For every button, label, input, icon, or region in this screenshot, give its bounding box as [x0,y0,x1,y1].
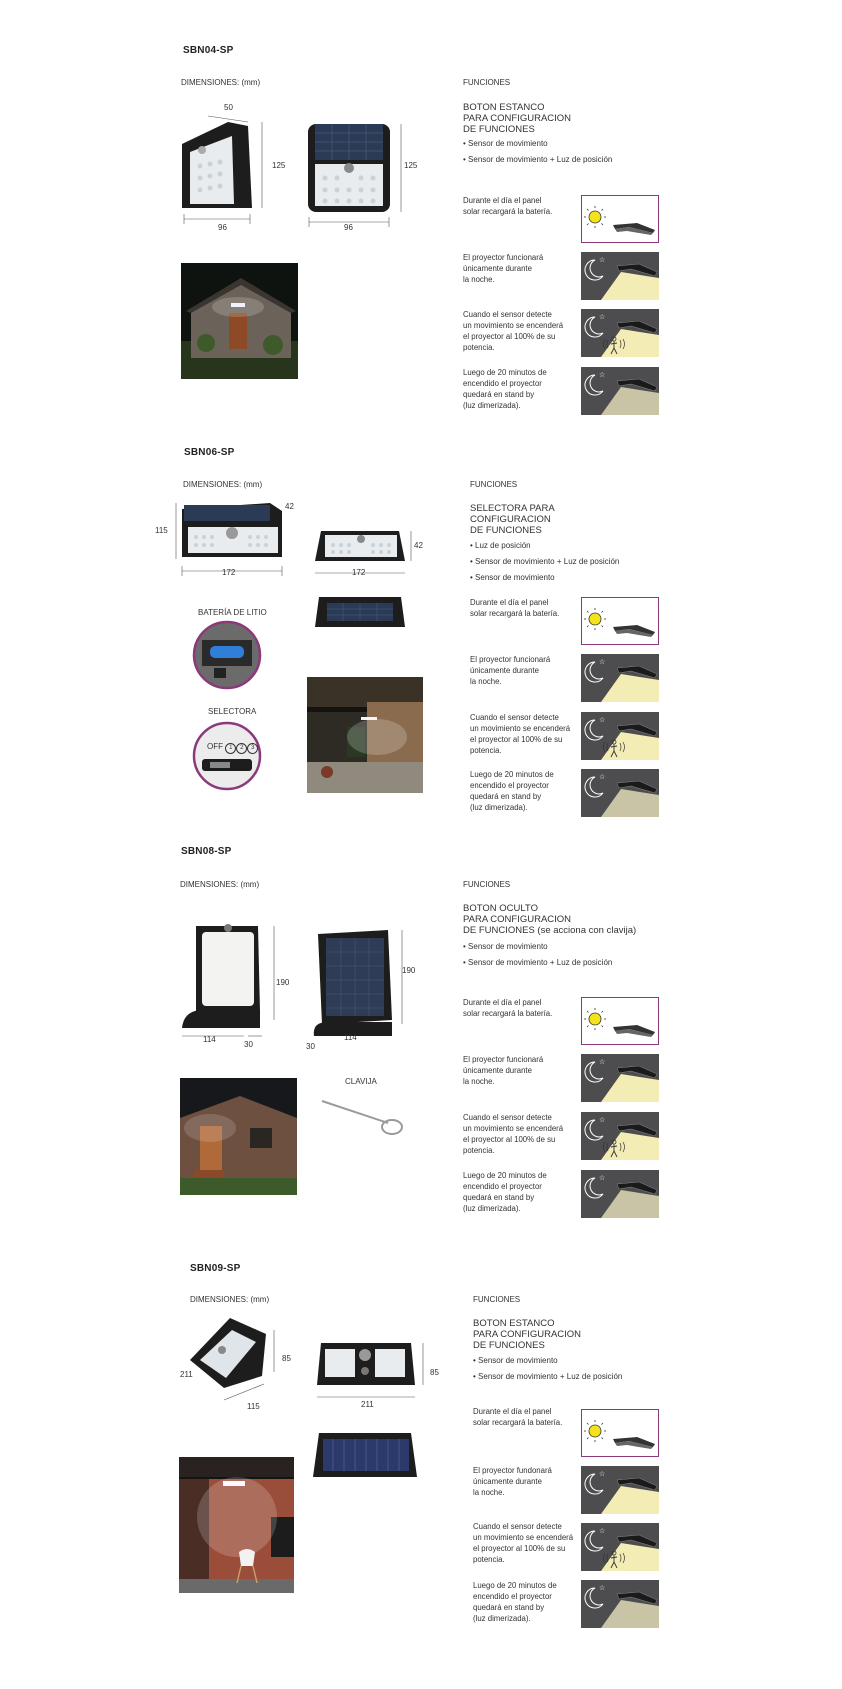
function-desc-motion: Cuando el sensor detecte un movimiento se encenderá el proyector al 100% de su potencia. [473,1522,574,1564]
product-drawing-back [308,924,408,1044]
product-drawing-back [313,595,407,631]
dimension-length: 211 [180,1370,193,1379]
dimension-width: 96 [218,223,227,232]
product-drawing-back [311,1429,421,1481]
dimension-depth: 42 [285,502,294,511]
dimension-width: 172 [352,568,366,577]
model-title: SBN04-SP [183,45,234,56]
function-desc-standby: Luego de 20 minutos de encendido el proyector quedará en stand by (luz dimerizada). [470,770,554,812]
pin-image [318,1095,408,1140]
product-drawing-front [311,1341,431,1406]
battery-detail-image [192,620,262,690]
dimension-height: 85 [282,1354,291,1363]
config-title: SELECTORA PARA CONFIGURACION DE FUNCIONES [470,503,555,536]
function-desc-standby: Luego de 20 minutos de encendido el proyector quedará en stand by (luz dimerizada). [463,368,547,410]
function-desc-day: Durante el día el panel solar recargará la batería. [470,598,560,618]
functions-label: FUNCIONES [473,1295,521,1304]
product-drawing-side [178,104,278,234]
sun-icon [581,597,659,645]
dim-icon [581,1580,659,1628]
dimension-width: 172 [222,568,236,577]
function-desc-night: El proyector fundonará únicamente durante la noche. [473,1466,552,1497]
dimension-height: 125 [404,161,418,170]
selector-detail-image [192,721,262,791]
moon-icon [581,252,659,300]
sun-icon [581,1409,659,1457]
dimension-depth: 42 [414,541,423,550]
selector-switch: OFF 1 2 3 [207,742,258,754]
product-drawing-front [313,527,423,587]
dimension-height: 190 [276,978,290,987]
function-bullet: • Sensor de movimiento + Luz de posición [463,958,613,967]
dimension-width: 96 [344,223,353,232]
product-photo [179,1457,294,1593]
function-bullet: • Sensor de movimiento [463,942,548,951]
motion-icon [581,1112,659,1160]
dimension-depth: 50 [224,103,233,112]
dimension-width: 115 [247,1402,260,1411]
function-bullet: • Sensor de movimiento [473,1356,558,1365]
battery-label: BATERÍA DE LITIO [198,608,267,617]
dim-icon [581,367,659,415]
sun-icon [581,195,659,243]
dimensions-label: DIMENSIONES: (mm) [183,480,263,489]
product-photo [181,263,298,379]
dimension-height: 125 [272,161,286,170]
function-desc-night: El proyector funcionará únicamente durante la noche. [470,655,551,686]
selector-label: SELECTORA [208,707,257,716]
dimension-height: 190 [402,966,416,975]
dimension-depth: 30 [244,1040,253,1049]
dim-icon [581,1170,659,1218]
functions-label: FUNCIONES [470,480,518,489]
motion-icon [581,1523,659,1571]
dimensions-label: DIMENSIONES: (mm) [180,880,260,889]
motion-icon [581,712,659,760]
dimension-width: 114 [203,1035,216,1044]
function-desc-night: El proyector funcionará únicamente durante la noche. [463,1055,544,1086]
dimension-width: 114 [344,1033,357,1042]
function-desc-standby: Luego de 20 minutos de encendido el proyector quedará en stand by (luz dimerizada). [463,1171,547,1213]
config-title: BOTON ESTANCO PARA CONFIGURACION DE FUNCIONES [473,1318,582,1351]
product-drawing-front [178,920,288,1045]
product-drawing-side [186,1312,286,1407]
config-title: BOTON OCULTO PARA CONFIGURACION DE FUNCIONES (se acciona con clavija) [463,903,637,936]
function-desc-day: Durante el día el panel solar recargará la batería. [463,998,553,1018]
function-bullet: • Sensor de movimiento + Luz de posición [473,1372,623,1381]
function-desc-day: Durante el día el panel solar recargará la batería. [463,196,553,216]
dim-icon [581,769,659,817]
function-desc-day: Durante el día el panel solar recargará la batería. [473,1407,563,1427]
dimensions-label: DIMENSIONES: (mm) [190,1295,270,1304]
function-bullet: • Sensor de movimiento + Luz de posición [463,155,613,164]
sun-icon [581,997,659,1045]
dimension-depth: 30 [306,1042,315,1051]
product-photo [180,1078,297,1195]
moon-icon [581,654,659,702]
model-title: SBN06-SP [184,447,235,458]
config-title: BOTON ESTANCO PARA CONFIGURACION DE FUNCIONES [463,102,572,135]
moon-icon [581,1466,659,1514]
function-desc-motion: Cuando el sensor detecte un movimiento se encenderá el proyector al 100% de su potencia. [463,310,564,352]
dimension-height: 115 [155,526,168,535]
dimensions-label: DIMENSIONES: (mm) [181,78,261,87]
function-bullet: • Sensor de movimiento [463,139,548,148]
moon-icon [581,1054,659,1102]
function-desc-motion: Cuando el sensor detecte un movimiento se encenderá el proyector al 100% de su potencia. [463,1113,564,1155]
functions-label: FUNCIONES [463,78,511,87]
product-photo [307,677,423,793]
function-desc-standby: Luego de 20 minutos de encendido el proyector quedará en stand by (luz dimerizada). [473,1581,557,1623]
function-desc-night: El proyector funcionará únicamente durante la noche. [463,253,544,284]
product-drawing-front [305,118,405,233]
dimension-height: 85 [430,1368,439,1377]
function-desc-motion: Cuando el sensor detecte un movimiento se encenderá el proyector al 100% de su potencia. [470,713,571,755]
model-title: SBN08-SP [181,846,232,857]
function-bullet: • Sensor de movimiento [470,573,555,582]
function-bullet: • Luz de posición [470,541,531,550]
motion-icon [581,309,659,357]
dimension-width: 211 [361,1400,374,1409]
pin-label: CLAVIJA [345,1077,377,1086]
function-bullet: • Sensor de movimiento + Luz de posición [470,557,620,566]
functions-label: FUNCIONES [463,880,511,889]
model-title: SBN09-SP [190,1263,241,1274]
